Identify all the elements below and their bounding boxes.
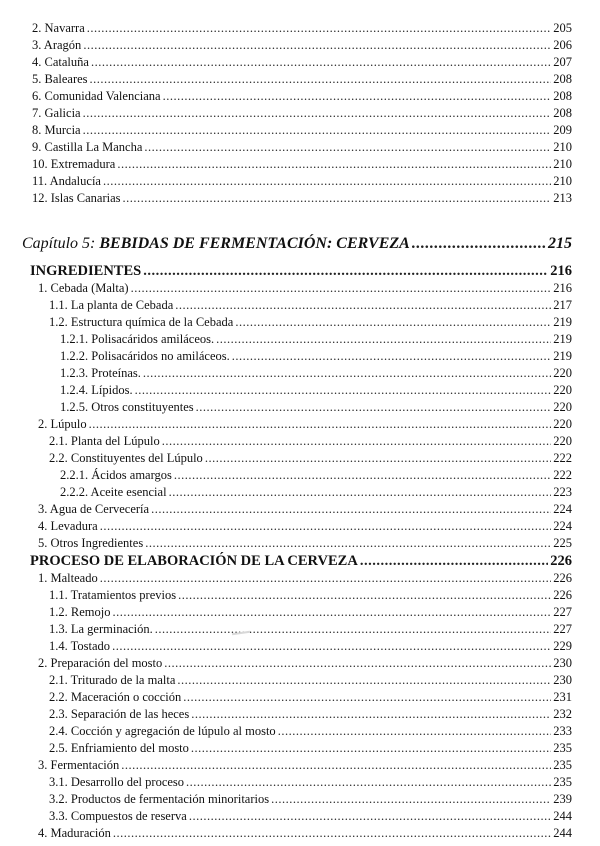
toc-entry-page: 206 [553, 38, 572, 52]
toc-entry-label: 5. Otros Ingredientes [38, 536, 144, 550]
toc-entry [32, 37, 572, 53]
toc-leader-dots [131, 280, 552, 296]
chapter-prefix: Capítulo 5: [22, 235, 96, 252]
toc-leader-dots [83, 105, 552, 121]
toc-entry-page: 239 [553, 792, 572, 806]
toc-leader-dots [177, 672, 551, 688]
toc-entry [60, 467, 572, 483]
toc-entry [49, 774, 572, 790]
toc-leader-dots [175, 297, 551, 313]
toc-entry-page: 227 [553, 605, 572, 619]
toc-leader-dots [174, 467, 551, 483]
toc-leader-dots [113, 825, 551, 841]
toc-leader-dots [112, 604, 551, 620]
toc-entry [49, 587, 572, 603]
toc-entry [32, 105, 572, 121]
toc-entry [32, 190, 572, 206]
toc-entry-label: 1.2. Estructura química de la Cebada [49, 315, 234, 329]
toc-entry-label: 2.1. Triturado de la malta [49, 673, 176, 687]
toc-leader-dots [135, 382, 552, 398]
toc-entry-page: 220 [553, 417, 572, 431]
toc-entry [60, 348, 572, 364]
toc-entry-label: 3.1. Desarrollo del proceso [49, 775, 185, 789]
toc-leader-dots [271, 791, 551, 807]
toc-entry-page: 222 [553, 451, 572, 465]
toc-entry-page: 244 [553, 809, 572, 823]
toc-entry-label: 2.1. Planta del Lúpulo [49, 434, 160, 448]
toc-entry-page: 235 [553, 741, 572, 755]
toc-entry [49, 450, 572, 466]
toc-leader-dots [163, 88, 552, 104]
toc-entry-label: 2.4. Cocción y agregación de lúpulo al mosto [49, 724, 276, 738]
toc-entry-page: 225 [553, 536, 572, 550]
toc-leader-dots [155, 621, 551, 637]
toc-entry [49, 689, 572, 705]
toc-entry-label: 2. Preparación del mosto [38, 656, 163, 670]
section-heading-proceso [30, 552, 572, 570]
toc-entry-page: 207 [553, 55, 572, 69]
toc-entry-label: 2.2.2. Aceite esencial [60, 485, 167, 499]
toc-entry-label: 6. Comunidad Valenciana [32, 89, 161, 103]
toc-entry-label: 2.2.1. Ácidos amargos [60, 468, 172, 482]
toc-entry-label: 1.2.4. Lípidos. [60, 383, 133, 397]
toc-entry [38, 280, 572, 296]
toc-leader-dots [83, 37, 551, 53]
toc-leader-dots [191, 740, 551, 756]
toc-entry-label: 3.3. Compuestos de reserva [49, 809, 187, 823]
toc-entry-label: 1.2.1. Polisacáridos amiláceos. [60, 332, 215, 346]
chapter-title: BEBIDAS DE FERMENTACIÓN: CERVEZA [99, 235, 410, 252]
toc-entry-label: 1.3. La germinación. [49, 622, 153, 636]
toc-entry [49, 297, 572, 313]
toc-entry [49, 723, 572, 739]
toc-entry-label: 12. Islas Canarias [32, 191, 121, 205]
toc-entry-page: 210 [553, 140, 572, 154]
toc-entry-label: 7. Galicia [32, 106, 81, 120]
toc-leader-dots [235, 314, 551, 330]
toc-leader-dots [205, 450, 551, 466]
toc-leader-dots [216, 331, 551, 347]
toc-entry-label: 1.2.2. Polisacáridos no amiláceos. [60, 349, 230, 363]
toc-leader-dots [100, 518, 552, 534]
toc-entry [60, 484, 572, 500]
toc-entry-label: 1.4. Tostado [49, 639, 111, 653]
toc-entry-page: 229 [553, 639, 572, 653]
toc-leader-dots [162, 433, 552, 449]
toc-entry [32, 54, 572, 70]
toc-entry-page: 210 [553, 174, 572, 188]
toc-entry [49, 740, 572, 756]
toc-entry [49, 706, 572, 722]
toc-leader-dots [87, 20, 552, 36]
toc-entry-label: 3. Fermentación [38, 758, 120, 772]
toc-leader-dots [100, 570, 552, 586]
toc-leader-dots [89, 416, 552, 432]
toc-entry-page: 220 [553, 366, 572, 380]
toc-entry [32, 122, 572, 138]
toc-entry-page: 220 [553, 400, 572, 414]
toc-entry-label: 1.1. La planta de Cebada [49, 298, 174, 312]
toc-entry [60, 331, 572, 347]
toc-entry-label: 3. Agua de Cervecería [38, 502, 150, 516]
toc-entry-label: 3. Aragón [32, 38, 82, 52]
toc-leader-dots [232, 348, 551, 364]
toc-entry-label: 3.2. Productos de fermentación minoritarios [49, 792, 270, 806]
toc-entry-label: 2.5. Enfriamiento del mosto [49, 741, 189, 755]
toc-entry-page: 213 [553, 191, 572, 205]
toc-entry-page: 219 [553, 349, 572, 363]
toc-entry-page: 216 [553, 281, 572, 295]
toc-entry-page: 219 [553, 315, 572, 329]
toc-leader-dots [164, 655, 551, 671]
toc-leader-dots [121, 757, 551, 773]
toc-entry [38, 416, 572, 432]
toc-entry [32, 156, 572, 172]
toc-entry-label: 1. Malteado [38, 571, 98, 585]
toc-leader-dots [91, 54, 551, 70]
toc-entry-page: 220 [553, 383, 572, 397]
toc-entry [60, 365, 572, 381]
section-heading-ingredientes [30, 262, 572, 280]
toc-entry [32, 139, 572, 155]
toc-entry-page: 208 [553, 106, 572, 120]
toc-leader-dots [360, 552, 548, 570]
toc-leader-dots [178, 587, 551, 603]
toc-entry-label: 9. Castilla La Mancha [32, 140, 143, 154]
toc-leader-dots [189, 808, 551, 824]
toc-entry-label: 1.2.3. Proteínas. [60, 366, 141, 380]
toc-entry-page: 205 [553, 21, 572, 35]
toc-leader-dots [123, 190, 552, 206]
toc-entry [49, 638, 572, 654]
toc-entry-page: 226 [553, 588, 572, 602]
toc-leader-dots [278, 723, 552, 739]
toc-entry-page: 226 [553, 571, 572, 585]
toc-entry [49, 808, 572, 824]
section-heading-label: PROCESO DE ELABORACIÓN DE LA CERVEZA [30, 553, 358, 569]
toc-entry [38, 501, 572, 517]
section-heading-page: 216 [550, 263, 572, 279]
toc-leader-dots [144, 139, 551, 155]
toc-leader-dots [143, 262, 548, 280]
toc-leader-dots [143, 365, 551, 381]
toc-entry [49, 604, 572, 620]
toc-entry-label: 4. Maduración [38, 826, 111, 840]
toc-entry-page: 208 [553, 72, 572, 86]
toc-leader-dots [103, 173, 551, 189]
toc-entry [49, 433, 572, 449]
section-heading-page: 226 [550, 553, 572, 569]
toc-entry [38, 655, 572, 671]
section-heading-label: INGREDIENTES [30, 263, 142, 279]
toc-entry [49, 314, 572, 330]
toc-entry [32, 88, 572, 104]
toc-entry-label: 2. Lúpulo [38, 417, 87, 431]
toc-leader-dots [145, 535, 551, 551]
toc-entry-label: 4. Levadura [38, 519, 98, 533]
toc-entry [38, 535, 572, 551]
toc-entry [38, 518, 572, 534]
toc-entry-page: 235 [553, 775, 572, 789]
toc-entry-label: 1. Cebada (Malta) [38, 281, 129, 295]
toc-entry-page: 224 [553, 502, 572, 516]
toc-entry-page: 227 [553, 622, 572, 636]
toc-entry-page: 232 [553, 707, 572, 721]
toc-leader-dots [183, 689, 551, 705]
toc-entry [49, 621, 572, 637]
toc-leader-dots [186, 774, 551, 790]
toc-leader-dots [83, 122, 552, 138]
toc-entry-page: 220 [553, 434, 572, 448]
toc-leader-dots [196, 399, 552, 415]
toc-entry-page: 209 [553, 123, 572, 137]
toc-entry-page: 233 [553, 724, 572, 738]
chapter-page: 215 [548, 235, 572, 252]
toc-entry-page: 219 [553, 332, 572, 346]
toc-entry-label: 2.3. Separación de las heces [49, 707, 190, 721]
toc-entry [38, 757, 572, 773]
toc-entry-page: 223 [553, 485, 572, 499]
toc-entry [32, 173, 572, 189]
toc-entry-page: 235 [553, 758, 572, 772]
toc-entry-label: 10. Extremadura [32, 157, 116, 171]
toc-leader-dots [191, 706, 551, 722]
toc-leader-dots [412, 234, 546, 254]
toc-entry-label: 1.2.5. Otros constituyentes [60, 400, 194, 414]
toc-leader-dots [117, 156, 551, 172]
toc-entry-label: 11. Andalucía [32, 174, 101, 188]
toc-entry [32, 20, 572, 36]
toc-entry-page: 230 [553, 673, 572, 687]
toc-entry-label: 5. Baleares [32, 72, 88, 86]
toc-entry-label: 2.2. Constituyentes del Lúpulo [49, 451, 203, 465]
toc-entry-label: 1.2. Remojo [49, 605, 111, 619]
toc-leader-dots [112, 638, 551, 654]
toc-entry [32, 71, 572, 87]
toc-leader-dots [169, 484, 552, 500]
toc-entry-page: 224 [553, 519, 572, 533]
toc-entry-page: 217 [553, 298, 572, 312]
toc-entry [38, 570, 572, 586]
toc-entry-page: 231 [553, 690, 572, 704]
toc-entry [38, 825, 572, 841]
toc-leader-dots [90, 71, 552, 87]
toc-entry-page: 244 [553, 826, 572, 840]
toc-entry-page: 210 [553, 157, 572, 171]
toc-entry-page: 222 [553, 468, 572, 482]
toc-entry [60, 399, 572, 415]
chapter-heading [22, 234, 572, 254]
toc-entry-label: 4. Cataluña [32, 55, 89, 69]
toc-entry-label: 2.2. Maceración o cocción [49, 690, 182, 704]
toc-entry-label: 1.1. Tratamientos previos [49, 588, 177, 602]
toc-entry [49, 791, 572, 807]
toc-entry-label: 8. Murcia [32, 123, 81, 137]
toc-entry [60, 382, 572, 398]
toc-entry-page: 208 [553, 89, 572, 103]
toc-entry-label: 2. Navarra [32, 21, 85, 35]
toc-leader-dots [151, 501, 551, 517]
toc-entry-page: 230 [553, 656, 572, 670]
toc-entry [49, 672, 572, 688]
